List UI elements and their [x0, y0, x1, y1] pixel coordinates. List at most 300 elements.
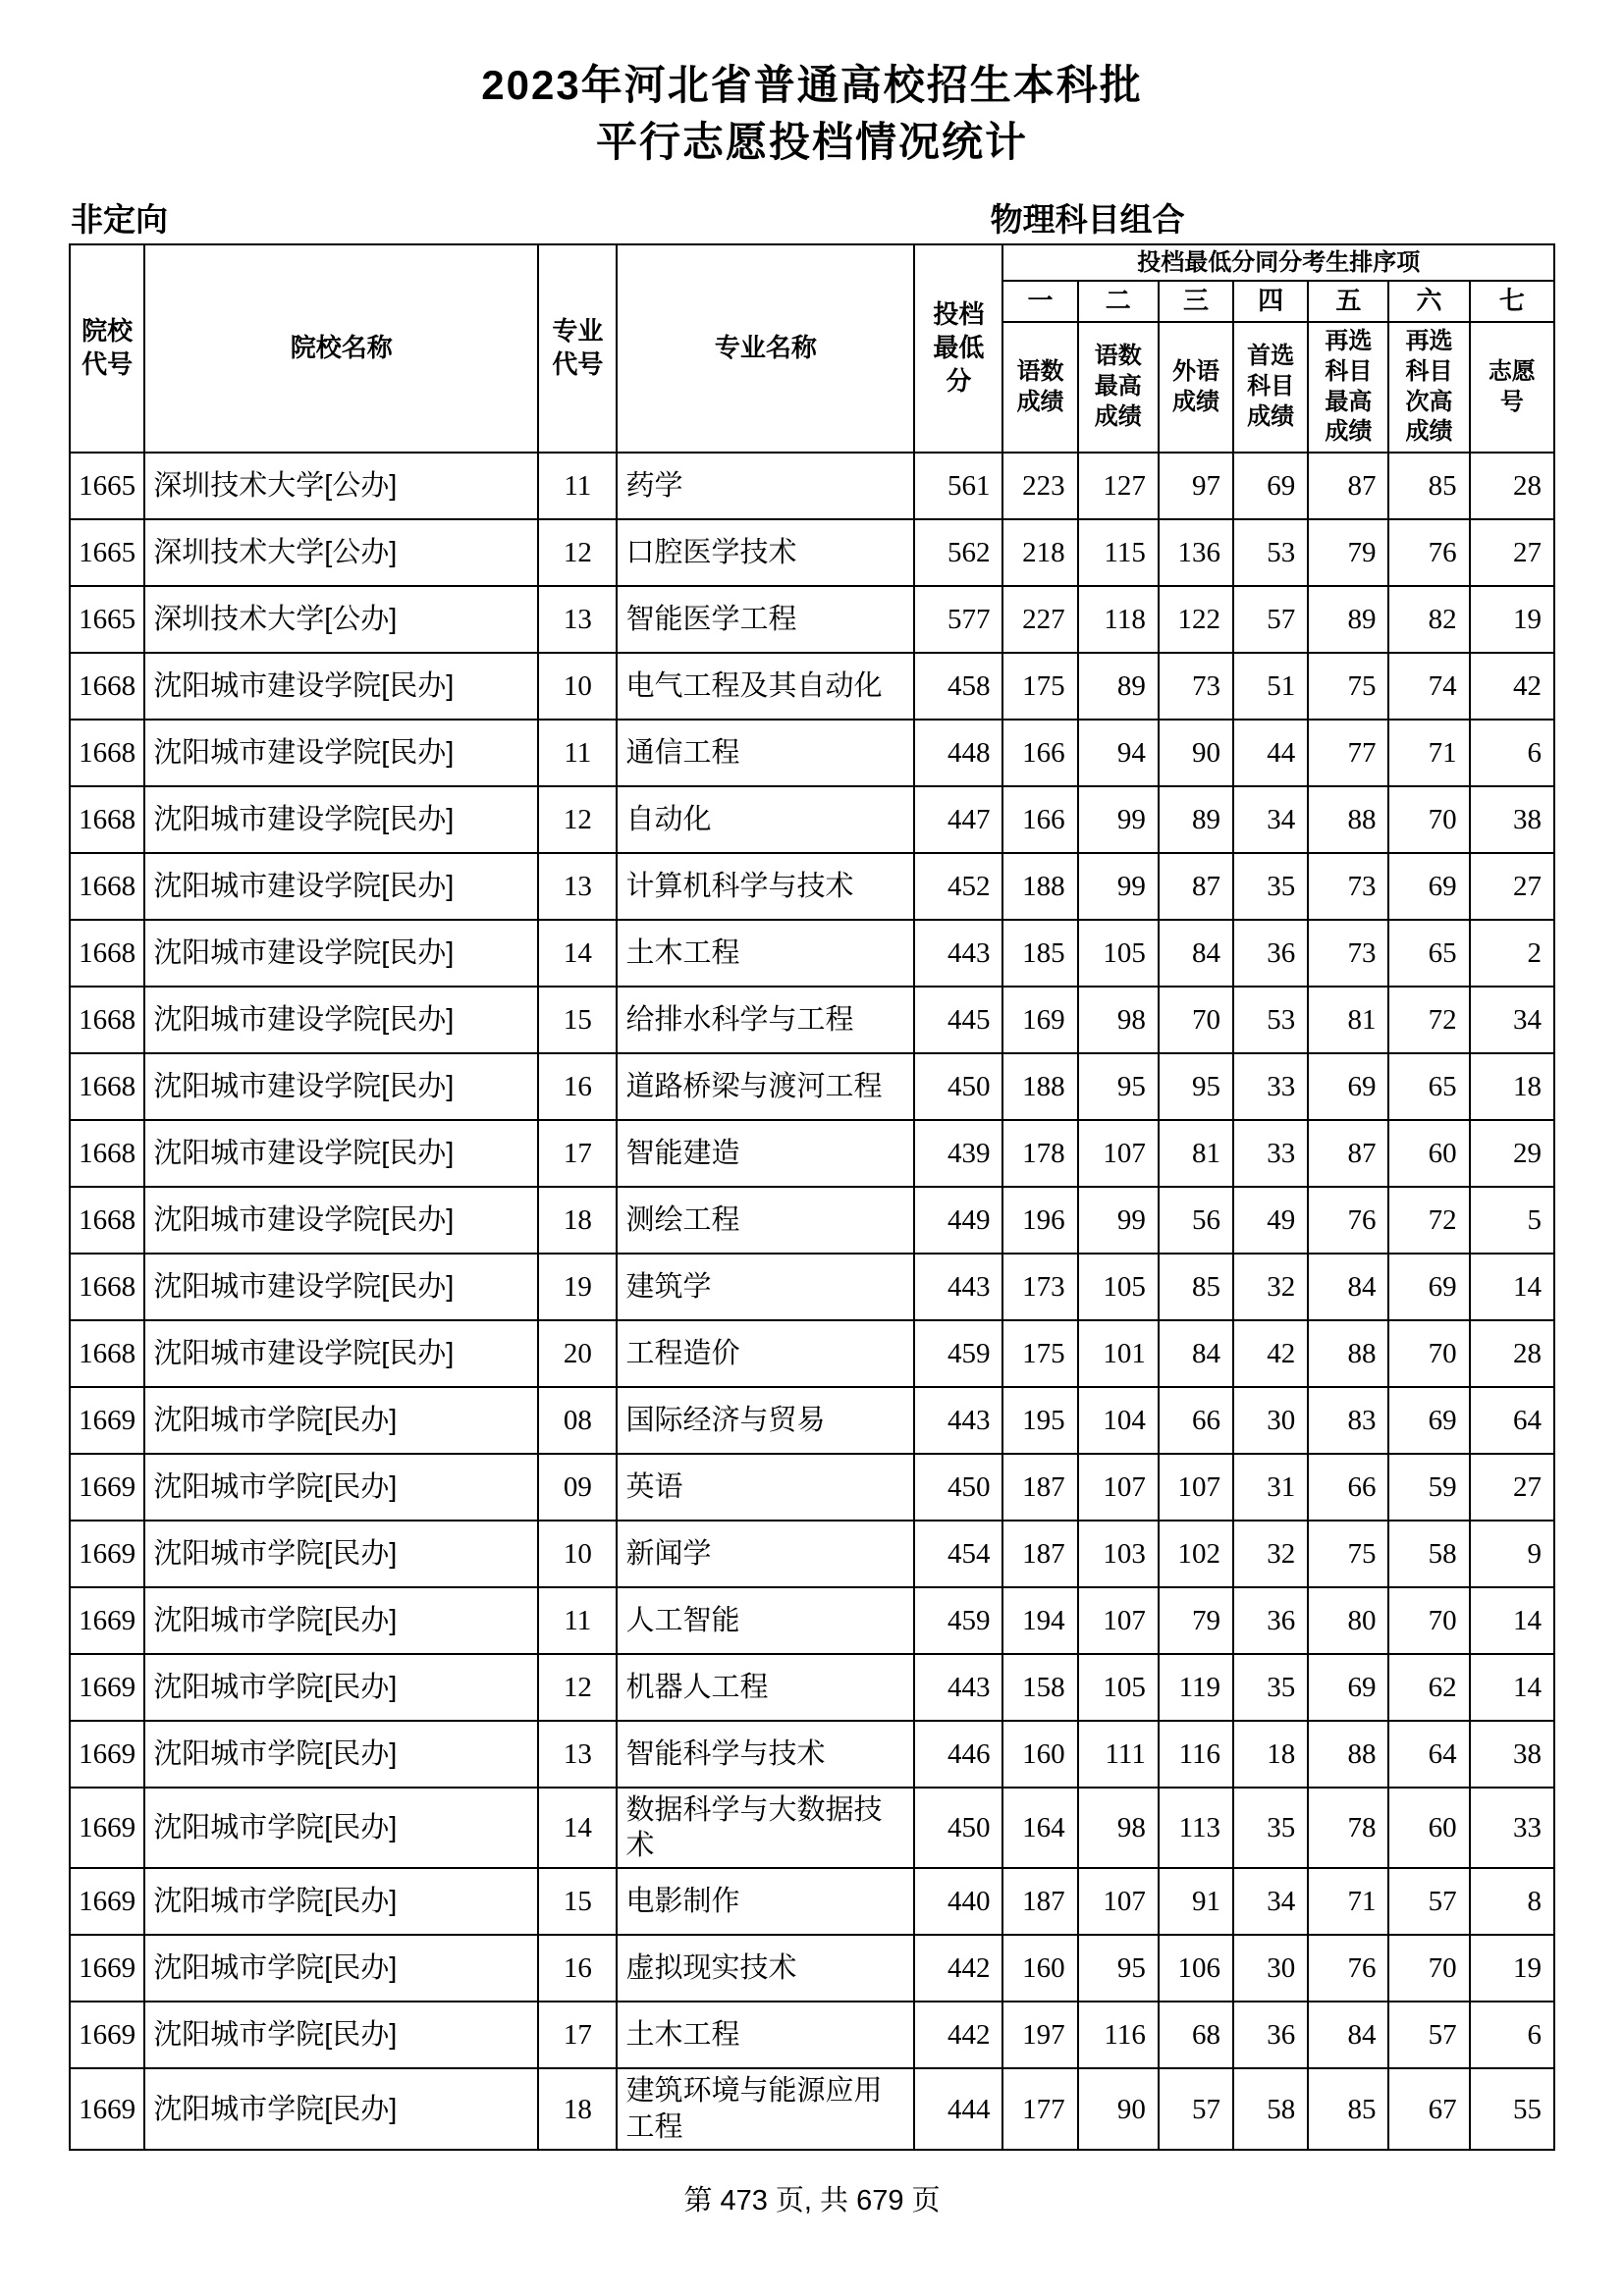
table-cell: 13: [538, 853, 617, 920]
table-cell: 95: [1159, 1053, 1233, 1120]
table-row: [70, 1320, 1554, 1387]
table-cell: 27: [1470, 853, 1554, 920]
table-cell: 11: [538, 720, 617, 786]
table-cell: 450: [914, 1454, 1002, 1521]
table-cell: 70: [1388, 1935, 1469, 2002]
table-cell: 562: [914, 519, 1002, 586]
table-cell: 1669: [70, 1387, 144, 1454]
table-cell: 69: [1233, 453, 1308, 519]
table-cell: 79: [1308, 519, 1388, 586]
table-cell: 88: [1308, 786, 1388, 853]
table-row: [70, 1721, 1554, 1788]
table-cell: 64: [1470, 1387, 1554, 1454]
table-cell: 沈阳城市学院[民办]: [144, 1788, 538, 1869]
table-cell: 119: [1159, 1654, 1233, 1721]
table-cell: 122: [1159, 586, 1233, 653]
rank-label-6: 再选科目次高成绩: [1388, 322, 1469, 453]
table-cell: 虚拟现实技术: [617, 1935, 914, 2002]
table-cell: 69: [1308, 1053, 1388, 1120]
rank-label-3: 外语成绩: [1159, 322, 1233, 453]
table-cell: 84: [1308, 1254, 1388, 1320]
table-cell: 188: [1002, 853, 1077, 920]
table-cell: 95: [1078, 1935, 1159, 2002]
table-cell: 116: [1159, 1721, 1233, 1788]
col-header-major-code: 专业代号: [538, 244, 617, 453]
table-cell: 164: [1002, 1788, 1077, 1869]
table-row: [70, 786, 1554, 853]
table-cell: 73: [1308, 920, 1388, 987]
table-cell: 34: [1233, 786, 1308, 853]
table-header: [70, 244, 1554, 453]
table-cell: 561: [914, 453, 1002, 519]
table-cell: 458: [914, 653, 1002, 720]
table-cell: 36: [1233, 2002, 1308, 2068]
table-cell: 19: [1470, 1935, 1554, 2002]
table-cell: 194: [1002, 1587, 1077, 1654]
table-cell: 78: [1308, 1788, 1388, 1869]
table-cell: 35: [1233, 1788, 1308, 1869]
table-cell: 35: [1233, 1654, 1308, 1721]
rank-label-5: 再选科目最高成绩: [1308, 322, 1388, 453]
table-cell: 69: [1308, 1654, 1388, 1721]
table-cell: 178: [1002, 1120, 1077, 1187]
table-cell: 2: [1470, 920, 1554, 987]
table-cell: 08: [538, 1387, 617, 1454]
table-cell: 11: [538, 1587, 617, 1654]
table-cell: 98: [1078, 987, 1159, 1053]
table-cell: 1668: [70, 987, 144, 1053]
table-cell: 1669: [70, 1935, 144, 2002]
table-cell: 18: [1470, 1053, 1554, 1120]
table-cell: 沈阳城市建设学院[民办]: [144, 720, 538, 786]
table-cell: 17: [538, 2002, 617, 2068]
table-cell: 30: [1233, 1387, 1308, 1454]
table-cell: 98: [1078, 1788, 1159, 1869]
table-cell: 74: [1388, 653, 1469, 720]
table-cell: 数据科学与大数据技术: [617, 1788, 914, 1869]
orientation-label: 非定向: [71, 200, 168, 238]
table-cell: 沈阳城市建设学院[民办]: [144, 1120, 538, 1187]
table-row: [70, 720, 1554, 786]
table-cell: 55: [1470, 2068, 1554, 2150]
table-cell: 87: [1308, 453, 1388, 519]
table-cell: 84: [1308, 2002, 1388, 2068]
table-cell: 87: [1308, 1120, 1388, 1187]
table-cell: 沈阳城市学院[民办]: [144, 1587, 538, 1654]
table-cell: 57: [1159, 2068, 1233, 2150]
table-cell: 12: [538, 1654, 617, 1721]
table-cell: 13: [538, 1721, 617, 1788]
table-cell: 60: [1388, 1788, 1469, 1869]
table-cell: 459: [914, 1320, 1002, 1387]
table-cell: 454: [914, 1521, 1002, 1587]
col-header-major-name: 专业名称: [617, 244, 914, 453]
table-row: [70, 2002, 1554, 2068]
table-cell: 土木工程: [617, 2002, 914, 2068]
table-cell: 口腔医学技术: [617, 519, 914, 586]
title-line-1: 2023年河北省普通高校招生本科批: [481, 62, 1143, 108]
table-cell: 177: [1002, 2068, 1077, 2150]
table-cell: 57: [1388, 2002, 1469, 2068]
table-cell: 447: [914, 786, 1002, 853]
rank-label-7: 志愿号: [1470, 322, 1554, 453]
table-cell: 1668: [70, 1320, 144, 1387]
page-title: [69, 57, 1555, 171]
table-cell: 79: [1159, 1587, 1233, 1654]
table-cell: 103: [1078, 1521, 1159, 1587]
table-cell: 75: [1308, 653, 1388, 720]
table-cell: 44: [1233, 720, 1308, 786]
table-cell: 53: [1233, 987, 1308, 1053]
table-cell: 09: [538, 1454, 617, 1521]
table-row: [70, 1935, 1554, 2002]
table-cell: 28: [1470, 453, 1554, 519]
table-cell: 人工智能: [617, 1587, 914, 1654]
table-cell: 机器人工程: [617, 1654, 914, 1721]
table-body: [70, 453, 1554, 2150]
table-cell: 32: [1233, 1254, 1308, 1320]
table-cell: 82: [1388, 586, 1469, 653]
table-cell: 电影制作: [617, 1868, 914, 1935]
table-cell: 68: [1159, 2002, 1233, 2068]
table-cell: 29: [1470, 1120, 1554, 1187]
table-cell: 42: [1233, 1320, 1308, 1387]
table-cell: 448: [914, 720, 1002, 786]
table-cell: 111: [1078, 1721, 1159, 1788]
table-cell: 105: [1078, 1254, 1159, 1320]
table-cell: 101: [1078, 1320, 1159, 1387]
table-cell: 85: [1388, 453, 1469, 519]
table-cell: 14: [1470, 1654, 1554, 1721]
table-cell: 沈阳城市学院[民办]: [144, 1521, 538, 1587]
table-cell: 18: [538, 1187, 617, 1254]
table-cell: 89: [1078, 653, 1159, 720]
table-row: [70, 1654, 1554, 1721]
table-cell: 443: [914, 1387, 1002, 1454]
table-cell: 国际经济与贸易: [617, 1387, 914, 1454]
table-cell: 102: [1159, 1521, 1233, 1587]
table-row: [70, 1521, 1554, 1587]
table-row: [70, 1187, 1554, 1254]
title-line-2: 平行志愿投档情况统计: [595, 118, 1028, 165]
table-cell: 49: [1233, 1187, 1308, 1254]
table-cell: 57: [1388, 1868, 1469, 1935]
rank-number-7: 七: [1470, 281, 1554, 322]
table-cell: 17: [538, 1120, 617, 1187]
col-header-min-score: 投档最低分: [914, 244, 1002, 453]
table-cell: 14: [538, 920, 617, 987]
table-cell: 72: [1388, 987, 1469, 1053]
table-cell: 442: [914, 1935, 1002, 2002]
table-cell: 19: [1470, 586, 1554, 653]
table-cell: 88: [1308, 1320, 1388, 1387]
table-cell: 70: [1159, 987, 1233, 1053]
table-cell: 187: [1002, 1521, 1077, 1587]
table-cell: 99: [1078, 853, 1159, 920]
table-cell: 107: [1159, 1454, 1233, 1521]
table-cell: 91: [1159, 1868, 1233, 1935]
rank-number-6: 六: [1388, 281, 1469, 322]
header-row-top: [70, 244, 1554, 281]
table-cell: 1668: [70, 920, 144, 987]
table-cell: 66: [1308, 1454, 1388, 1521]
table-cell: 沈阳城市建设学院[民办]: [144, 653, 538, 720]
table-cell: 6: [1470, 720, 1554, 786]
table-cell: 31: [1233, 1454, 1308, 1521]
table-cell: 11: [538, 453, 617, 519]
table-cell: 电气工程及其自动化: [617, 653, 914, 720]
table-cell: 58: [1233, 2068, 1308, 2150]
table-cell: 8: [1470, 1868, 1554, 1935]
admission-table: [69, 243, 1555, 2151]
table-cell: 73: [1308, 853, 1388, 920]
table-cell: 64: [1388, 1721, 1469, 1788]
table-cell: 10: [538, 653, 617, 720]
table-cell: 1669: [70, 1788, 144, 1869]
table-row: [70, 2068, 1554, 2150]
page-footer: 第 473 页, 共 679 页: [683, 2184, 941, 2216]
table-cell: 14: [1470, 1254, 1554, 1320]
table-cell: 166: [1002, 720, 1077, 786]
table-cell: 沈阳城市学院[民办]: [144, 1868, 538, 1935]
table-cell: 116: [1078, 2002, 1159, 2068]
table-cell: 12: [538, 786, 617, 853]
table-cell: 沈阳城市学院[民办]: [144, 1654, 538, 1721]
table-cell: 88: [1308, 1721, 1388, 1788]
table-cell: 1668: [70, 653, 144, 720]
table-cell: 58: [1388, 1521, 1469, 1587]
table-cell: 42: [1470, 653, 1554, 720]
table-cell: 28: [1470, 1320, 1554, 1387]
table-cell: 71: [1388, 720, 1469, 786]
table-cell: 5: [1470, 1187, 1554, 1254]
table-cell: 沈阳城市建设学院[民办]: [144, 853, 538, 920]
rank-number-2: 二: [1078, 281, 1159, 322]
table-cell: 1668: [70, 1120, 144, 1187]
table-cell: 深圳技术大学[公办]: [144, 453, 538, 519]
table-cell: 197: [1002, 2002, 1077, 2068]
table-cell: 沈阳城市建设学院[民办]: [144, 1254, 538, 1320]
table-cell: 106: [1159, 1935, 1233, 2002]
table-cell: 81: [1308, 987, 1388, 1053]
table-cell: 444: [914, 2068, 1002, 2150]
table-cell: 107: [1078, 1587, 1159, 1654]
table-cell: 1669: [70, 1454, 144, 1521]
table-cell: 84: [1159, 1320, 1233, 1387]
table-cell: 19: [538, 1254, 617, 1320]
table-cell: 1669: [70, 1654, 144, 1721]
table-cell: 107: [1078, 1120, 1159, 1187]
table-cell: 1668: [70, 853, 144, 920]
table-cell: 36: [1233, 920, 1308, 987]
table-row: [70, 519, 1554, 586]
table-cell: 187: [1002, 1454, 1077, 1521]
table-cell: 53: [1233, 519, 1308, 586]
table-cell: 89: [1159, 786, 1233, 853]
subject-group-label: 物理科目组合: [990, 200, 1185, 238]
table-cell: 智能建造: [617, 1120, 914, 1187]
table-cell: 185: [1002, 920, 1077, 987]
table-cell: 1669: [70, 1587, 144, 1654]
table-cell: 1665: [70, 453, 144, 519]
table-cell: 沈阳城市学院[民办]: [144, 1387, 538, 1454]
table-cell: 76: [1308, 1935, 1388, 2002]
table-cell: 105: [1078, 920, 1159, 987]
table-cell: 1669: [70, 1521, 144, 1587]
table-cell: 工程造价: [617, 1320, 914, 1387]
table-cell: 85: [1308, 2068, 1388, 2150]
table-cell: 沈阳城市学院[民办]: [144, 2002, 538, 2068]
table-cell: 76: [1308, 1187, 1388, 1254]
table-cell: 99: [1078, 786, 1159, 853]
table-cell: 英语: [617, 1454, 914, 1521]
table-cell: 36: [1233, 1587, 1308, 1654]
table-cell: 65: [1388, 920, 1469, 987]
table-row: [70, 1120, 1554, 1187]
rank-number-3: 三: [1159, 281, 1233, 322]
table-cell: 452: [914, 853, 1002, 920]
table-cell: 新闻学: [617, 1521, 914, 1587]
table-cell: 90: [1078, 2068, 1159, 2150]
table-row: [70, 853, 1554, 920]
table-cell: 80: [1308, 1587, 1388, 1654]
table-cell: 187: [1002, 1868, 1077, 1935]
table-cell: 105: [1078, 1654, 1159, 1721]
table-cell: 1668: [70, 1053, 144, 1120]
table-cell: 445: [914, 987, 1002, 1053]
table-cell: 14: [538, 1788, 617, 1869]
table-cell: 38: [1470, 786, 1554, 853]
table-cell: 27: [1470, 519, 1554, 586]
table-cell: 60: [1388, 1120, 1469, 1187]
table-cell: 89: [1308, 586, 1388, 653]
table-cell: 测绘工程: [617, 1187, 914, 1254]
rank-number-4: 四: [1233, 281, 1308, 322]
table-row: [70, 653, 1554, 720]
table-cell: 196: [1002, 1187, 1077, 1254]
table-cell: 18: [538, 2068, 617, 2150]
table-cell: 84: [1159, 920, 1233, 987]
table-cell: 59: [1388, 1454, 1469, 1521]
rank-label-1: 语数成绩: [1002, 322, 1077, 453]
table-cell: 1668: [70, 1187, 144, 1254]
table-cell: 76: [1388, 519, 1469, 586]
table-cell: 智能医学工程: [617, 586, 914, 653]
table-cell: 67: [1388, 2068, 1469, 2150]
table-cell: 66: [1159, 1387, 1233, 1454]
table-cell: 70: [1388, 1320, 1469, 1387]
table-cell: 449: [914, 1187, 1002, 1254]
table-cell: 道路桥梁与渡河工程: [617, 1053, 914, 1120]
table-cell: 沈阳城市建设学院[民办]: [144, 1053, 538, 1120]
table-cell: 10: [538, 1521, 617, 1587]
table-row: [70, 1387, 1554, 1454]
table-cell: 166: [1002, 786, 1077, 853]
table-row: [70, 453, 1554, 519]
table-cell: 建筑学: [617, 1254, 914, 1320]
table-cell: 450: [914, 1053, 1002, 1120]
table-cell: 107: [1078, 1868, 1159, 1935]
table-row: [70, 586, 1554, 653]
table-cell: 35: [1233, 853, 1308, 920]
table-cell: 1668: [70, 720, 144, 786]
table-cell: 1669: [70, 2002, 144, 2068]
table-cell: 175: [1002, 653, 1077, 720]
table-cell: 15: [538, 987, 617, 1053]
table-cell: 16: [538, 1935, 617, 2002]
sort-group-header: 投档最低分同分考生排序项: [1002, 244, 1554, 281]
table-cell: 药学: [617, 453, 914, 519]
table-cell: 70: [1388, 1587, 1469, 1654]
table-cell: 90: [1159, 720, 1233, 786]
table-cell: 118: [1078, 586, 1159, 653]
table-cell: 95: [1078, 1053, 1159, 1120]
table-cell: 158: [1002, 1654, 1077, 1721]
table-cell: 115: [1078, 519, 1159, 586]
table-cell: 227: [1002, 586, 1077, 653]
table-cell: 20: [538, 1320, 617, 1387]
table-cell: 175: [1002, 1320, 1077, 1387]
col-header-college-code: 院校代号: [70, 244, 144, 453]
table-cell: 14: [1470, 1587, 1554, 1654]
table-row: [70, 1254, 1554, 1320]
table-cell: 32: [1233, 1521, 1308, 1587]
table-cell: 160: [1002, 1935, 1077, 2002]
table-cell: 给排水科学与工程: [617, 987, 914, 1053]
table-cell: 77: [1308, 720, 1388, 786]
table-cell: 577: [914, 586, 1002, 653]
rank-label-4: 首选科目成绩: [1233, 322, 1308, 453]
table-cell: 沈阳城市学院[民办]: [144, 2068, 538, 2150]
table-cell: 30: [1233, 1935, 1308, 2002]
table-cell: 218: [1002, 519, 1077, 586]
table-cell: 1668: [70, 1254, 144, 1320]
table-cell: 智能科学与技术: [617, 1721, 914, 1788]
table-cell: 计算机科学与技术: [617, 853, 914, 920]
table-row: [70, 987, 1554, 1053]
table-cell: 建筑环境与能源应用工程: [617, 2068, 914, 2150]
table-cell: 34: [1233, 1868, 1308, 1935]
table-cell: 通信工程: [617, 720, 914, 786]
table-cell: 33: [1233, 1053, 1308, 1120]
table-cell: 9: [1470, 1521, 1554, 1587]
table-cell: 443: [914, 1254, 1002, 1320]
table-cell: 18: [1233, 1721, 1308, 1788]
table-row: [70, 1053, 1554, 1120]
table-cell: 113: [1159, 1788, 1233, 1869]
table-cell: 57: [1233, 586, 1308, 653]
table-cell: 69: [1388, 1387, 1469, 1454]
table-cell: 87: [1159, 853, 1233, 920]
table-cell: 62: [1388, 1654, 1469, 1721]
table-cell: 16: [538, 1053, 617, 1120]
table-cell: 1669: [70, 1721, 144, 1788]
table-row: [70, 920, 1554, 987]
table-cell: 439: [914, 1120, 1002, 1187]
table-cell: 69: [1388, 853, 1469, 920]
table-cell: 188: [1002, 1053, 1077, 1120]
rank-label-2: 语数最高成绩: [1078, 322, 1159, 453]
table-cell: 85: [1159, 1254, 1233, 1320]
table-cell: 81: [1159, 1120, 1233, 1187]
table-row: [70, 1587, 1554, 1654]
table-cell: 土木工程: [617, 920, 914, 987]
table-cell: 沈阳城市建设学院[民办]: [144, 786, 538, 853]
col-header-college-name: 院校名称: [144, 244, 538, 453]
table-cell: 1669: [70, 2068, 144, 2150]
labels-row: [69, 194, 1555, 240]
table-cell: 沈阳城市建设学院[民办]: [144, 1187, 538, 1254]
